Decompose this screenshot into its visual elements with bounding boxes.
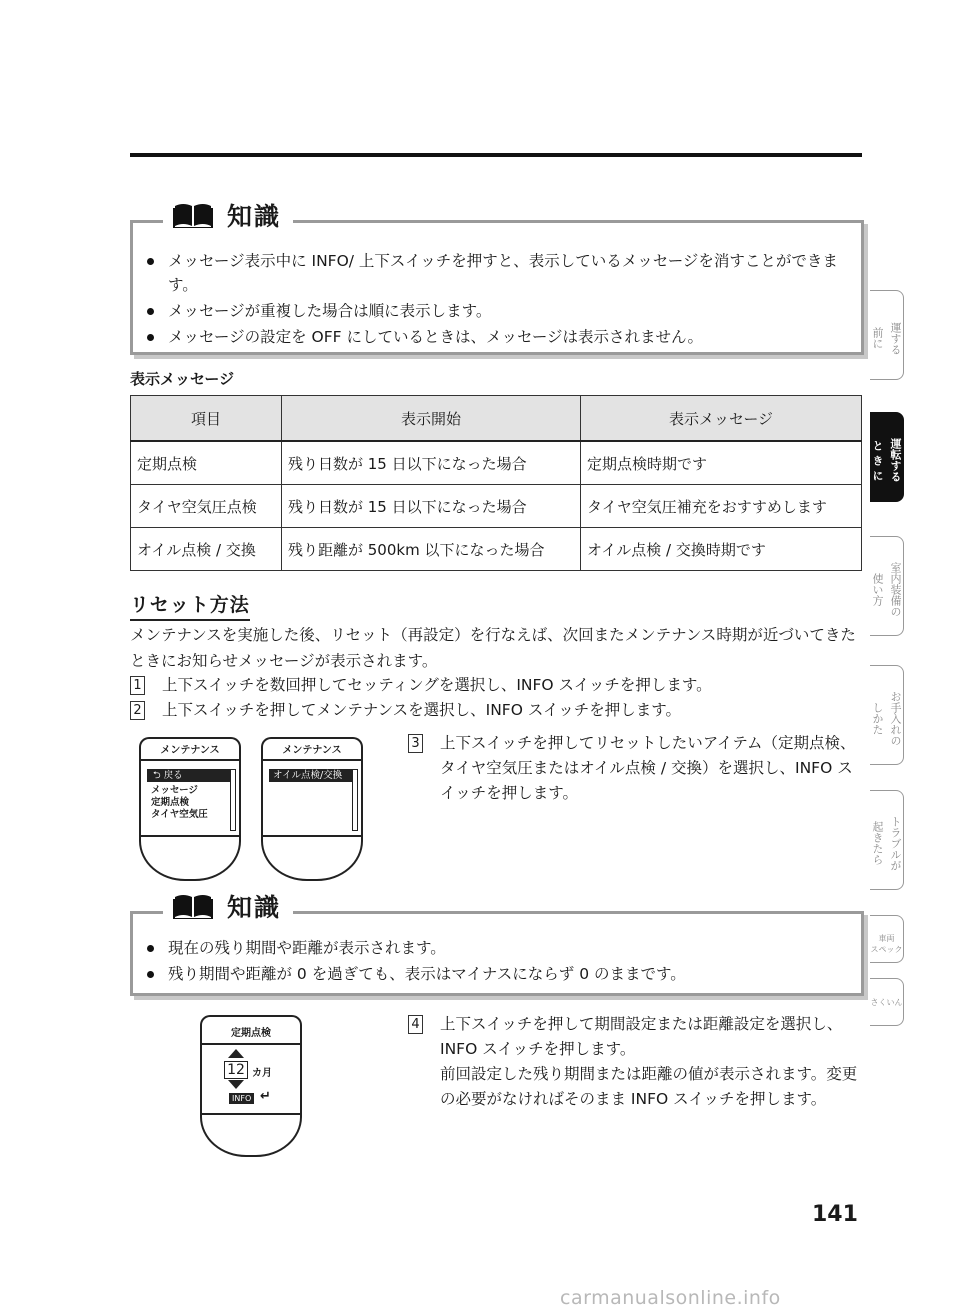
knowledge-box-1 <box>130 202 864 355</box>
knowledge-title-text: 知識 <box>227 893 282 922</box>
book-icon <box>173 202 213 228</box>
selected-item: ⮌ 戻る <box>147 769 231 782</box>
scrollbar-indicator <box>230 769 236 831</box>
selected-item: オイル点検/交換 <box>269 769 353 782</box>
top-rule <box>130 153 862 157</box>
message-table <box>130 395 862 571</box>
tab-when-driving[interactable]: 運転する と き に <box>870 412 904 502</box>
info-button-label: INFO <box>229 1093 254 1104</box>
display-screen-2: メンテナンス オイル点検/交換 <box>261 737 363 881</box>
book-icon <box>173 893 213 919</box>
tab-trouble[interactable]: トラブルが 起きたら <box>870 790 904 890</box>
step-1: 1 上下スイッチを数回押してセッティングを選択し、INFO スイッチを押します。 <box>130 673 862 698</box>
down-arrow-icon <box>228 1080 244 1089</box>
knowledge-item: 現在の残り期間や距離が表示されます。 <box>145 936 849 960</box>
period-unit: カ月 <box>252 1068 272 1079</box>
up-arrow-icon <box>228 1049 244 1058</box>
display-screen-1: メンテナンス ⮌ 戻る メッセージ 定期点検 タイヤ空気圧 <box>139 737 241 881</box>
tab-vehicle-spec[interactable]: 車両 スペック <box>870 915 904 963</box>
knowledge-box-2 <box>130 893 864 996</box>
knowledge-title-2 <box>163 888 293 924</box>
step-2: 2 上下スイッチを押してメンテナンスを選択し、INFO スイッチを押します。 <box>130 698 862 723</box>
tab-interior-equipment[interactable]: 室内装備の 使い方 <box>870 536 904 636</box>
knowledge-item: 残り期間や距離が 0 を過ぎても、表示はマイナスにならず 0 のままです。 <box>145 962 849 986</box>
reset-intro: メンテナンスを実施した後、リセット（再設定）を行なえば、次回またメンテナンス時期が近づいてきたときにお知らせメッセージが表示されます。 <box>130 626 856 670</box>
tab-maintenance[interactable]: お手入れの しかた <box>870 665 904 765</box>
table-heading: 表示メッセージ <box>130 370 235 388</box>
knowledge-item: メッセージが重複した場合は順に表示します。 <box>145 299 849 323</box>
watermark: carmanualsonline.info <box>560 1287 781 1309</box>
enter-icon: ↵ <box>260 1089 271 1104</box>
knowledge-title-1 <box>163 197 293 233</box>
tab-before-driving[interactable]: 運する 前に <box>870 290 904 380</box>
step-4: 4 上下スイッチを押して期間設定または距離設定を選択し、INFO スイッチを押します。 前回設定した残り期間または距離の値が表示されます。変更の必要がなければそのまま INFO スイッチを押します。 <box>408 1012 860 1112</box>
table-header: 表示開始 <box>282 396 581 442</box>
knowledge-item: メッセージの設定を OFF にしているときは、メッセージは表示されません。 <box>145 325 849 349</box>
table-row: タイヤ空気圧点検 残り日数が 15 日以下になった場合 タイヤ空気圧補充をおすすめします <box>131 485 862 528</box>
tab-index[interactable]: さくいん <box>870 978 904 1026</box>
reset-title: リセット方法 <box>130 590 250 621</box>
page-number: 141 <box>812 1202 858 1227</box>
knowledge-item: メッセージ表示中に INFO/ 上下スイッチを押すと、表示しているメッセージを消すことができます。 <box>145 249 849 297</box>
table-row: 定期点検 残り日数が 15 日以下になった場合 定期点検時期です <box>131 441 862 485</box>
step-3: 3 上下スイッチを押してリセットしたいアイテム（定期点検、タイヤ空気圧またはオイル点検 / 交換）を選択し、INFO スイッチを押します。 <box>408 731 860 806</box>
period-value: 12 <box>224 1061 248 1079</box>
display-screen-3: 定期点検 12 カ月 INFO ↵ <box>200 1015 302 1157</box>
table-header: 表示メッセージ <box>581 396 862 442</box>
scrollbar-indicator <box>352 769 358 831</box>
table-header: 項目 <box>131 396 282 442</box>
table-row: オイル点検 / 交換 残り距離が 500km 以下になった場合 オイル点検 / 交換時期です <box>131 528 862 571</box>
return-icon: ⮌ <box>153 770 164 781</box>
knowledge-title-text: 知識 <box>227 202 282 231</box>
